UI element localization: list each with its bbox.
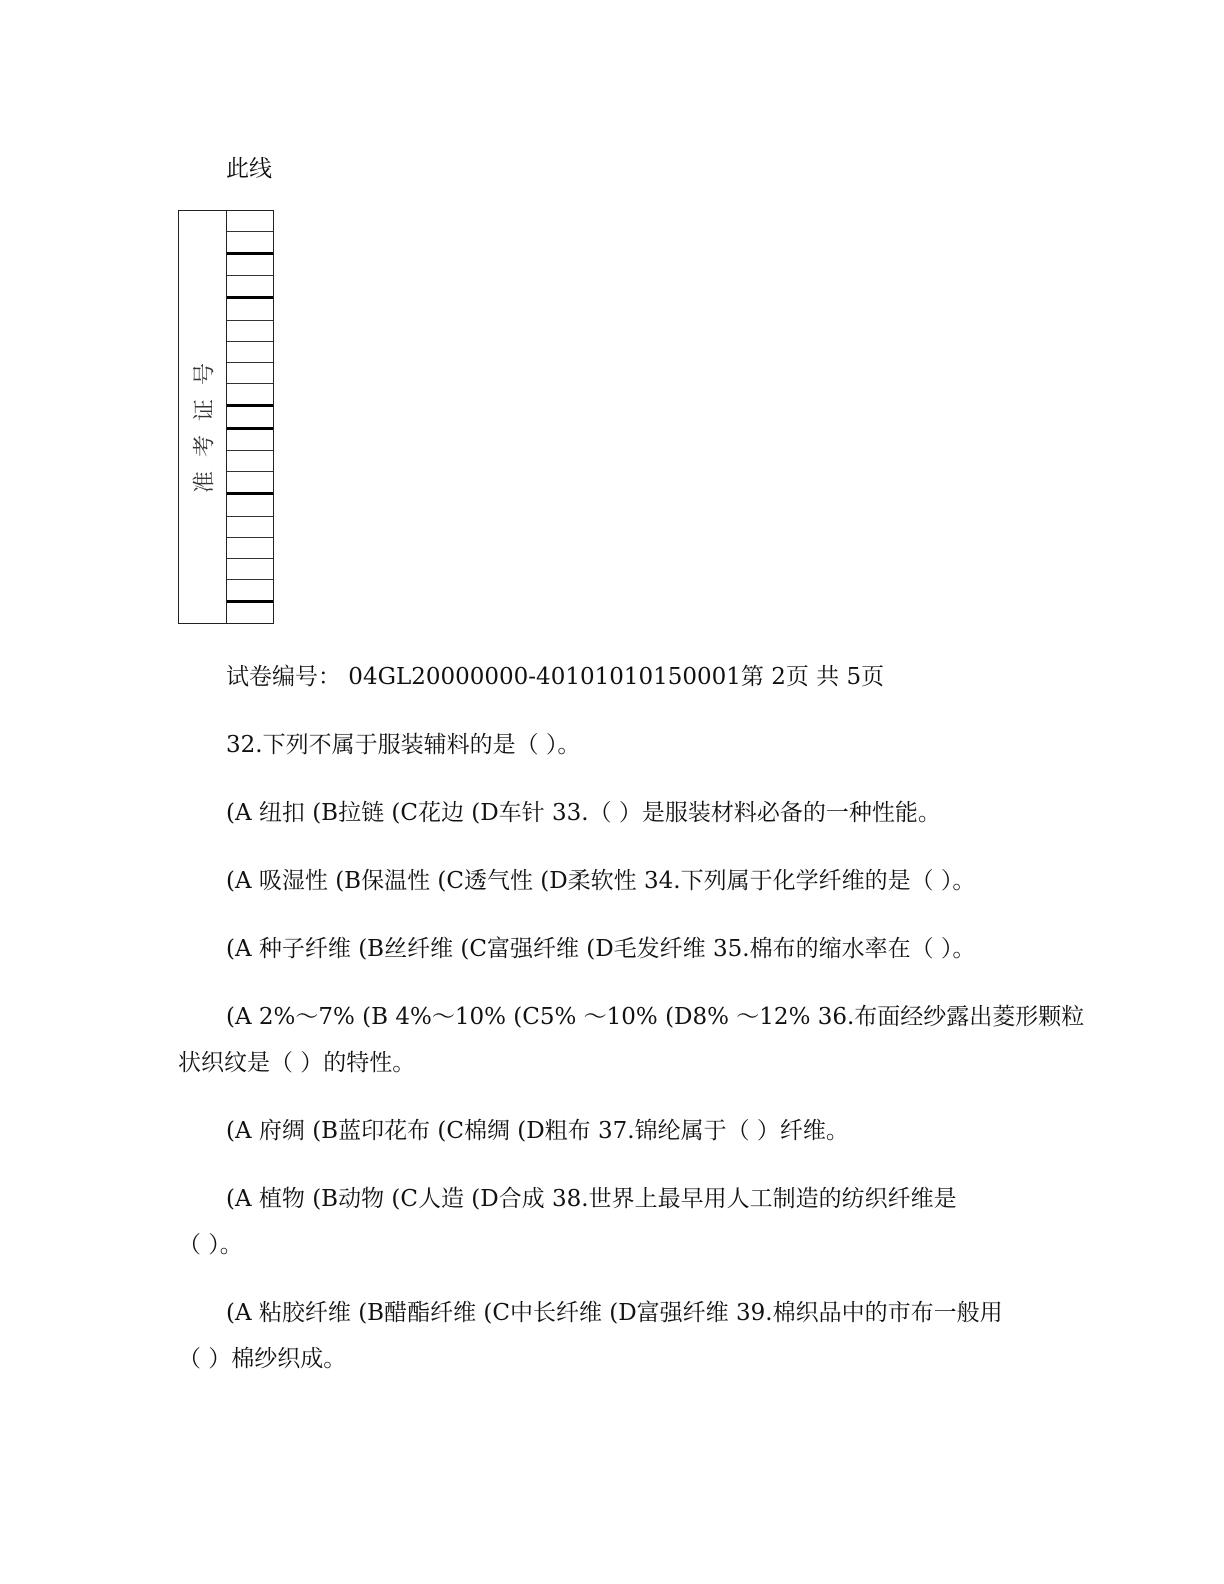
ticket-cell xyxy=(227,407,273,430)
ticket-cell xyxy=(227,321,273,342)
ticket-cell xyxy=(227,580,273,603)
ticket-label: 准考证号 xyxy=(192,348,218,494)
text-line: 状织纹是（ ）的特性。 xyxy=(178,1050,416,1076)
ticket-label-column xyxy=(179,211,227,623)
text-line: 32.下列不属于服装辅料的是（ ）。 xyxy=(226,732,581,758)
ticket-cell xyxy=(227,255,273,276)
text-line: (A 纽扣 (B拉链 (C花边 (D车针 33.（ ）是服装材料必备的一种性能。 xyxy=(226,800,941,826)
header-mark: 此线 xyxy=(226,156,272,182)
text-line: (A 2%～7% (B 4%～10% (C5% ～10% (D8% ～12% 36.布面经纱露出菱形颗粒 xyxy=(226,1004,1085,1030)
ticket-cell xyxy=(227,232,273,255)
ticket-cell xyxy=(227,363,273,384)
text-line: (A 植物 (B动物 (C人造 (D合成 38.世界上最早用人工制造的纺织纤维是 xyxy=(226,1186,957,1212)
ticket-cell xyxy=(227,276,273,299)
text-line: (A 种子纤维 (B丝纤维 (C富强纤维 (D毛发纤维 35.棉布的缩水率在（ ）。 xyxy=(226,936,976,962)
ticket-cell xyxy=(227,342,273,363)
text-line: （ ）棉纱织成。 xyxy=(178,1346,347,1372)
ticket-cell xyxy=(227,559,273,580)
ticket-cell xyxy=(227,472,273,495)
text-line: （ ）。 xyxy=(178,1232,243,1258)
ticket-cell xyxy=(227,538,273,559)
text-line: (A 吸湿性 (B保温性 (C透气性 (D柔软性 34.下列属于化学纤维的是（ ）。 xyxy=(226,868,976,894)
text-line: (A 粘胶纤维 (B醋酯纤维 (C中长纤维 (D富强纤维 39.棉织品中的市布一般用 xyxy=(226,1300,1003,1326)
ticket-cell xyxy=(227,451,273,472)
ticket-number-cells xyxy=(227,211,273,623)
ticket-cell xyxy=(227,495,273,516)
exam-info-line: 试卷编号： 04GL20000000-40101010150001第 2页 共 5页 xyxy=(226,664,885,690)
ticket-cell xyxy=(227,603,273,623)
ticket-cell xyxy=(227,517,273,538)
ticket-cell xyxy=(227,211,273,232)
exam-ticket-number-box xyxy=(178,210,274,624)
ticket-cell xyxy=(227,384,273,407)
ticket-cell xyxy=(227,299,273,320)
text-line: (A 府绸 (B蓝印花布 (C棉绸 (D粗布 37.锦纶属于（ ）纤维。 xyxy=(226,1118,849,1144)
ticket-cell xyxy=(227,430,273,451)
